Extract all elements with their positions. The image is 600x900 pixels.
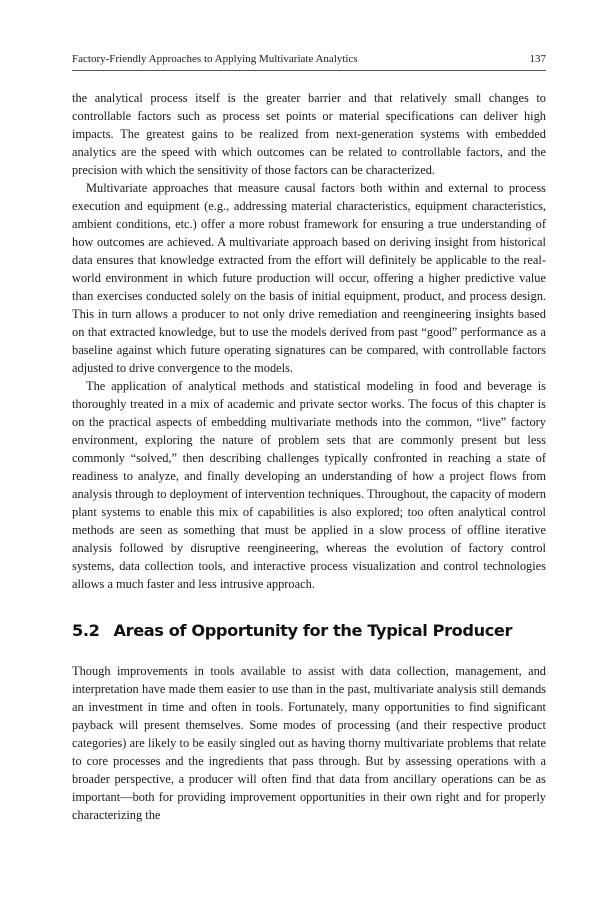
- paragraph: Multivariate approaches that measure causal factors both within and external to process execution and equipment (e.g., addressing material characteristics, equipment characteristics, ambient conditions, etc.) offer a more robust framework for ensuring a true understanding of how outcomes are achieved. A multivariate approach based on deriving insight from historical data ensures that knowledge extracted from the effort will definitely be applicable to the real-world environment in which future production will occur, offering a higher predictive value than exercises conducted solely on the basis of initial equipment, product, and process design. This in turn allows a producer to not only drive remediation and reengineering insights based on that extracted knowledge, but to use the models derived from past “good” performance as a baseline against which future operating signatures can be compared, with controllable factors adjusted to drive convergence to the models.: [72, 181, 546, 375]
- body-text: [72, 89, 546, 593]
- section-title: Areas of Opportunity for the Typical Producer: [113, 621, 513, 640]
- section-number: 5.2: [72, 621, 100, 640]
- book-page: [72, 52, 546, 824]
- section-body: [72, 662, 546, 824]
- running-header: [72, 52, 546, 71]
- page-number: 137: [529, 53, 546, 65]
- paragraph: The application of analytical methods and statistical modeling in food and beverage is thoroughly treated in a mix of academic and private sector works. The focus of this chapter is on the practical aspects of embedding multivariate methods into the common, “live” factory environment, exploring the nature of problem sets that are commonly present but less commonly “solved,” then describing challenges typically confronted in reaching a state of readiness to analyze, and finally developing an understanding of how a project flows from analysis through to deployment of intervention techniques. Throughout, the capacity of modern plant systems to enable this mix of capabilities is also explored; too often analytical control methods are seen as something that must be applied in a slow process of offline iterative analysis followed by disruptive reengineering, whereas the evolution of factory control systems, data collection tools, and interactive process visualization and control technologies allows a much faster and less intrusive approach.: [72, 379, 546, 591]
- paragraph: Though improvements in tools available to assist with data collection, management, and interpretation have made them easier to use than in the past, multivariate analysis still demands an investment in time and often in tools. Fortunately, many opportunities to find significant payback will present themselves. Some modes of processing (and their respective product categories) are likely to be easily singled out as having thorny multivariate problems that relate to core processes and the ingredients that pass through. But by assessing operations with a broader perspective, a producer will often find that data from ancillary operations can be as important—both for providing improvement opportunities in their own right and for properly characterizing the: [72, 664, 546, 822]
- running-title: Factory-Friendly Approaches to Applying Multivariate Analytics: [72, 53, 358, 65]
- paragraph-continued: the analytical process itself is the greater barrier and that relatively small changes to controllable factors such as process set points or material specifications can deliver high impacts. The greatest gains to be realized from next-generation systems with embedded analytics are the speed with which outcomes can be related to controllable factors, and the precision with which the sensitivity of those factors can be characterized.: [72, 91, 546, 177]
- section-heading: [72, 620, 546, 642]
